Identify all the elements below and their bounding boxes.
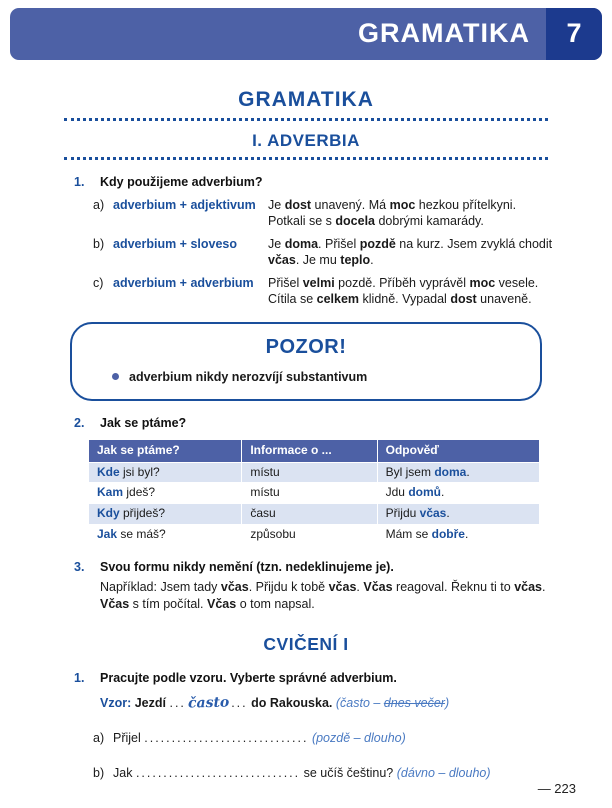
item-label: c)	[93, 275, 104, 290]
adverbia-heading: I. ADVERBIA	[252, 131, 360, 151]
exercise-1-header	[74, 670, 576, 686]
exercise-item-b	[93, 765, 576, 781]
item-examples: Je dost unavený. Má moc hezkou přítelkyni. Potkali se s docela dobrými kamarády.	[268, 197, 517, 229]
pozor-bullet-text: adverbium nikdy nerozvíjí substantivum	[129, 369, 368, 384]
pozor-box	[70, 322, 542, 401]
usage-item-c	[93, 275, 588, 308]
item-term: adverbium + adjektivum	[113, 197, 256, 212]
table-row	[89, 503, 540, 524]
cell-info: místu	[242, 483, 377, 504]
col-header-info: Informace o ...	[242, 440, 377, 463]
section-number: 3.	[74, 560, 85, 575]
exercise-blank-line[interactable]: Přijel .............................. (pozdě – dlouho)	[113, 731, 406, 746]
item-label: b)	[93, 765, 105, 780]
page-title: GRAMATIKA	[238, 88, 374, 111]
adverb-usage-list	[93, 197, 588, 308]
table-row	[89, 462, 540, 483]
section-3-header	[74, 559, 576, 575]
cell-answer: Byl jsem doma.	[377, 462, 539, 483]
cell-answer: Jdu domů.	[377, 483, 539, 504]
table-header-row	[89, 440, 540, 463]
section-3-example: Například: Jsem tady včas. Přijdu k tobě včas. Včas reagoval. Řeknu ti to včas. Včas s tím počítal. Včas o tom napsal.	[100, 580, 546, 612]
cviceni-heading: CVIČENÍ I	[263, 634, 349, 655]
item-label: a)	[93, 197, 105, 212]
pozor-bullet-row	[112, 369, 524, 385]
page-number: — 223	[537, 781, 576, 797]
item-label: b)	[93, 236, 105, 251]
item-examples: Přišel velmi pozdě. Příběh vyprávěl moc vesele. Cítila se celkem klidně. Vypadal dost unaveně.	[268, 275, 539, 307]
chapter-badge: 7	[546, 8, 602, 60]
cell-answer: Mám se dobře.	[377, 524, 539, 545]
section-2-header	[74, 415, 576, 431]
item-label: a)	[93, 731, 105, 746]
exercise-number: 1.	[74, 670, 85, 685]
section-number: 1.	[74, 175, 85, 190]
cell-info: času	[242, 503, 377, 524]
dotted-rule	[64, 118, 548, 121]
header-title: GRAMATIKA	[358, 18, 530, 49]
cell-question: Kam jdeš?	[89, 483, 242, 504]
cell-info: způsobu	[242, 524, 377, 545]
exercise-item-a	[93, 730, 576, 746]
section-title: Svou formu nikdy nemění (tzn. nedeklinujeme je).	[100, 560, 394, 575]
col-header-answer: Odpověď	[377, 440, 539, 463]
section-title: Jak se ptáme?	[100, 415, 187, 430]
cell-question: Kde jsi byl?	[89, 462, 242, 483]
col-header-question: Jak se ptáme?	[89, 440, 242, 463]
question-table	[88, 439, 540, 545]
item-examples: Je doma. Přišel pozdě na kurz. Jsem zvyklá chodit včas. Je mu teplo.	[268, 236, 553, 268]
exercise-title: Pracujte podle vzoru. Vyberte správné adverbium.	[100, 670, 397, 685]
section-number: 2.	[74, 415, 85, 430]
table-row	[89, 483, 540, 504]
section-1-header	[74, 174, 576, 190]
cell-answer: Přijdu včas.	[377, 503, 539, 524]
cell-question: Kdy přijdeš?	[89, 503, 242, 524]
vzor-line: Vzor: Jezdí ... často ... do Rakouska. (často – dnes večer)	[100, 694, 450, 712]
item-term: adverbium + sloveso	[113, 236, 238, 251]
exercise-blank-line[interactable]: Jak .............................. se učíš češtinu? (dávno – dlouho)	[113, 765, 491, 780]
dotted-rule	[64, 157, 548, 160]
item-term: adverbium + adverbium	[113, 275, 254, 290]
table-row	[89, 524, 540, 545]
usage-item-a	[93, 197, 588, 230]
pozor-title: POZOR!	[265, 335, 347, 358]
cell-question: Jak se máš?	[89, 524, 242, 545]
cell-info: místu	[242, 462, 377, 483]
header-bar	[10, 8, 602, 60]
section-title: Kdy použijeme adverbium?	[100, 175, 263, 190]
bullet-icon	[112, 373, 119, 380]
usage-item-b	[93, 236, 588, 269]
